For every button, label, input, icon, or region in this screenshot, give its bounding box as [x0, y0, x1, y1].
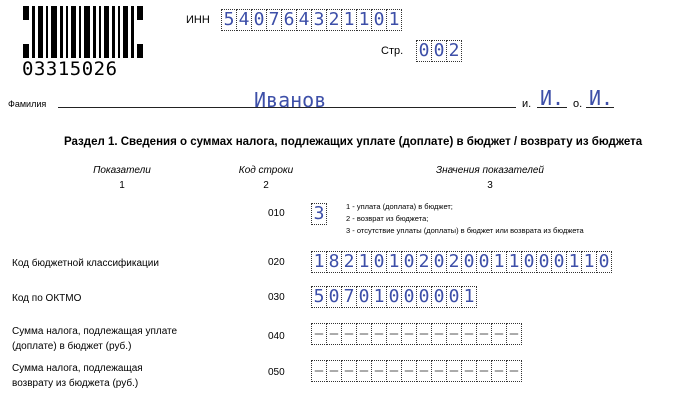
oktmo-digit-cell[interactable]: 0 — [356, 286, 372, 308]
row-040-label-1: Сумма налога, подлежащая уплате — [12, 326, 178, 337]
barcode-image — [23, 6, 143, 58]
inn-digit-cell[interactable]: 4 — [236, 9, 252, 31]
tax-payable-digit-cell[interactable]: – — [386, 323, 402, 345]
tax-payable-digit-cell[interactable]: – — [506, 323, 522, 345]
surname-label: Фамилия — [8, 99, 47, 109]
page-digit-cell[interactable]: 0 — [431, 40, 447, 62]
initial-o-value[interactable]: И. — [589, 86, 614, 110]
tax-payable-digit-cell[interactable]: – — [431, 323, 447, 345]
row-050-label-1: Сумма налога, подлежащая — [12, 363, 143, 374]
column-values: Значения показателей — [435, 165, 544, 176]
tax-refund-digit-cell[interactable]: – — [356, 360, 372, 382]
row-010-notes — [346, 201, 584, 237]
row-030-label: Код по ОКТМО — [12, 293, 82, 304]
oktmo-digit-cell[interactable]: 0 — [431, 286, 447, 308]
kbk-digit-cell[interactable]: 0 — [551, 251, 567, 273]
oktmo-digit-cell[interactable]: 0 — [326, 286, 342, 308]
column-code: Код строки — [238, 165, 294, 176]
kbk-digit-cell[interactable]: 0 — [521, 251, 537, 273]
tax-payable-digit-cell[interactable]: – — [491, 323, 507, 345]
row-030-code: 030 — [268, 292, 285, 303]
inn-digit-cell[interactable]: 2 — [326, 9, 342, 31]
row-050-label-2: возврату из бюджета (руб.) — [12, 378, 139, 389]
inn-digit-cell[interactable]: 0 — [371, 9, 387, 31]
initial-i-label: и. — [522, 98, 532, 110]
tax-refund-digit-cell[interactable]: – — [476, 360, 492, 382]
tax-payable-digit-cell[interactable]: – — [326, 323, 342, 345]
inn-digit-cell[interactable]: 5 — [221, 9, 237, 31]
row-030-cells[interactable] — [311, 286, 476, 308]
kbk-digit-cell[interactable]: 0 — [536, 251, 552, 273]
row-050-cells[interactable] — [311, 360, 521, 382]
tax-payable-digit-cell[interactable]: – — [311, 323, 327, 345]
inn-digit-cell[interactable]: 4 — [296, 9, 312, 31]
tax-payable-digit-cell[interactable]: – — [371, 323, 387, 345]
row-010-note-3: 3 - отсутствие уплаты (доплаты) в бюджет или возврата из бюджета — [346, 226, 584, 235]
column-indicators-number: 1 — [119, 180, 125, 191]
tax-refund-digit-cell[interactable]: – — [371, 360, 387, 382]
inn-digit-cell[interactable]: 1 — [356, 9, 372, 31]
row-010-note-1: 1 - уплата (доплата) в бюджет; — [346, 202, 453, 211]
tax-payable-digit-cell[interactable]: – — [416, 323, 432, 345]
row-040-code: 040 — [268, 331, 285, 342]
tax-refund-digit-cell[interactable]: – — [311, 360, 327, 382]
kbk-digit-cell[interactable]: 0 — [371, 251, 387, 273]
kbk-digit-cell[interactable]: 0 — [401, 251, 417, 273]
tax-payable-digit-cell[interactable]: – — [446, 323, 462, 345]
oktmo-digit-cell[interactable]: 7 — [341, 286, 357, 308]
row-010-cells[interactable] — [311, 203, 326, 225]
oktmo-digit-cell[interactable]: 0 — [446, 286, 462, 308]
tax-payable-digit-cell[interactable]: – — [401, 323, 417, 345]
oktmo-digit-cell[interactable]: 0 — [401, 286, 417, 308]
initial-i-value[interactable]: И. — [540, 86, 565, 110]
kbk-digit-cell[interactable]: 0 — [476, 251, 492, 273]
inn-label: ИНН — [186, 14, 210, 26]
tax-refund-digit-cell[interactable]: – — [491, 360, 507, 382]
kbk-digit-cell[interactable]: 1 — [386, 251, 402, 273]
tax-refund-digit-cell[interactable]: – — [446, 360, 462, 382]
kbk-digit-cell[interactable]: 1 — [311, 251, 327, 273]
row-020-code: 020 — [268, 257, 285, 268]
oktmo-digit-cell[interactable]: 0 — [416, 286, 432, 308]
kbk-digit-cell[interactable]: 1 — [581, 251, 597, 273]
row-040-label-2: (доплате) в бюджет (руб.) — [12, 341, 132, 352]
barcode-number: 03315026 — [22, 58, 118, 80]
section-title: Раздел 1. Сведения о суммах налога, подлежащих уплате (доплате) в бюджет / возврату из бюджета — [64, 136, 643, 148]
row-050-code: 050 — [268, 367, 285, 378]
kbk-digit-cell[interactable]: 0 — [461, 251, 477, 273]
row-020-label: Код бюджетной классификации — [12, 258, 159, 269]
page-digit-cell[interactable]: 2 — [446, 40, 462, 62]
surname-value[interactable]: Иванов — [254, 88, 327, 112]
page-label: Стр. — [381, 45, 404, 57]
row-020-cells[interactable] — [311, 251, 611, 273]
kbk-digit-cell[interactable]: 2 — [416, 251, 432, 273]
tax-refund-digit-cell[interactable]: – — [506, 360, 522, 382]
tax-refund-digit-cell[interactable]: – — [431, 360, 447, 382]
tax-payable-digit-cell[interactable]: – — [341, 323, 357, 345]
tax-refund-digit-cell[interactable]: – — [461, 360, 477, 382]
row-010-value-cell[interactable]: 3 — [311, 203, 327, 225]
kbk-digit-cell[interactable]: 1 — [506, 251, 522, 273]
inn-digit-cell[interactable]: 0 — [251, 9, 267, 31]
column-indicators: Показатели — [93, 165, 151, 176]
kbk-digit-cell[interactable]: 8 — [326, 251, 342, 273]
kbk-digit-cell[interactable]: 1 — [566, 251, 582, 273]
row-010-code: 010 — [268, 208, 285, 219]
row-010-note-2: 2 - возврат из бюджета; — [346, 214, 429, 223]
tax-payable-digit-cell[interactable]: – — [356, 323, 372, 345]
page-digit-cell[interactable]: 0 — [416, 40, 432, 62]
tax-refund-digit-cell[interactable]: – — [401, 360, 417, 382]
tax-refund-digit-cell[interactable]: – — [341, 360, 357, 382]
inn-digit-cell[interactable]: 1 — [341, 9, 357, 31]
column-code-number: 2 — [263, 180, 269, 191]
column-values-number: 3 — [487, 180, 493, 191]
oktmo-digit-cell[interactable]: 1 — [371, 286, 387, 308]
kbk-digit-cell[interactable]: 1 — [356, 251, 372, 273]
tax-payable-digit-cell[interactable]: – — [461, 323, 477, 345]
inn-digit-cell[interactable]: 6 — [281, 9, 297, 31]
tax-refund-digit-cell[interactable]: – — [416, 360, 432, 382]
kbk-digit-cell[interactable]: 0 — [431, 251, 447, 273]
kbk-digit-cell[interactable]: 2 — [446, 251, 462, 273]
oktmo-digit-cell[interactable]: 5 — [311, 286, 327, 308]
page-cells[interactable] — [416, 40, 461, 62]
initial-o-label: о. — [573, 98, 583, 110]
oktmo-digit-cell[interactable]: 0 — [386, 286, 402, 308]
inn-digit-cell[interactable]: 7 — [266, 9, 282, 31]
kbk-digit-cell[interactable]: 1 — [491, 251, 507, 273]
tax-refund-digit-cell[interactable]: – — [386, 360, 402, 382]
oktmo-digit-cell[interactable]: 1 — [461, 286, 477, 308]
inn-cells[interactable] — [221, 9, 401, 31]
kbk-digit-cell[interactable]: 2 — [341, 251, 357, 273]
row-040-cells[interactable] — [311, 323, 521, 345]
inn-digit-cell[interactable]: 3 — [311, 9, 327, 31]
tax-refund-digit-cell[interactable]: – — [326, 360, 342, 382]
tax-payable-digit-cell[interactable]: – — [476, 323, 492, 345]
kbk-digit-cell[interactable]: 0 — [596, 251, 612, 273]
inn-digit-cell[interactable]: 1 — [386, 9, 402, 31]
